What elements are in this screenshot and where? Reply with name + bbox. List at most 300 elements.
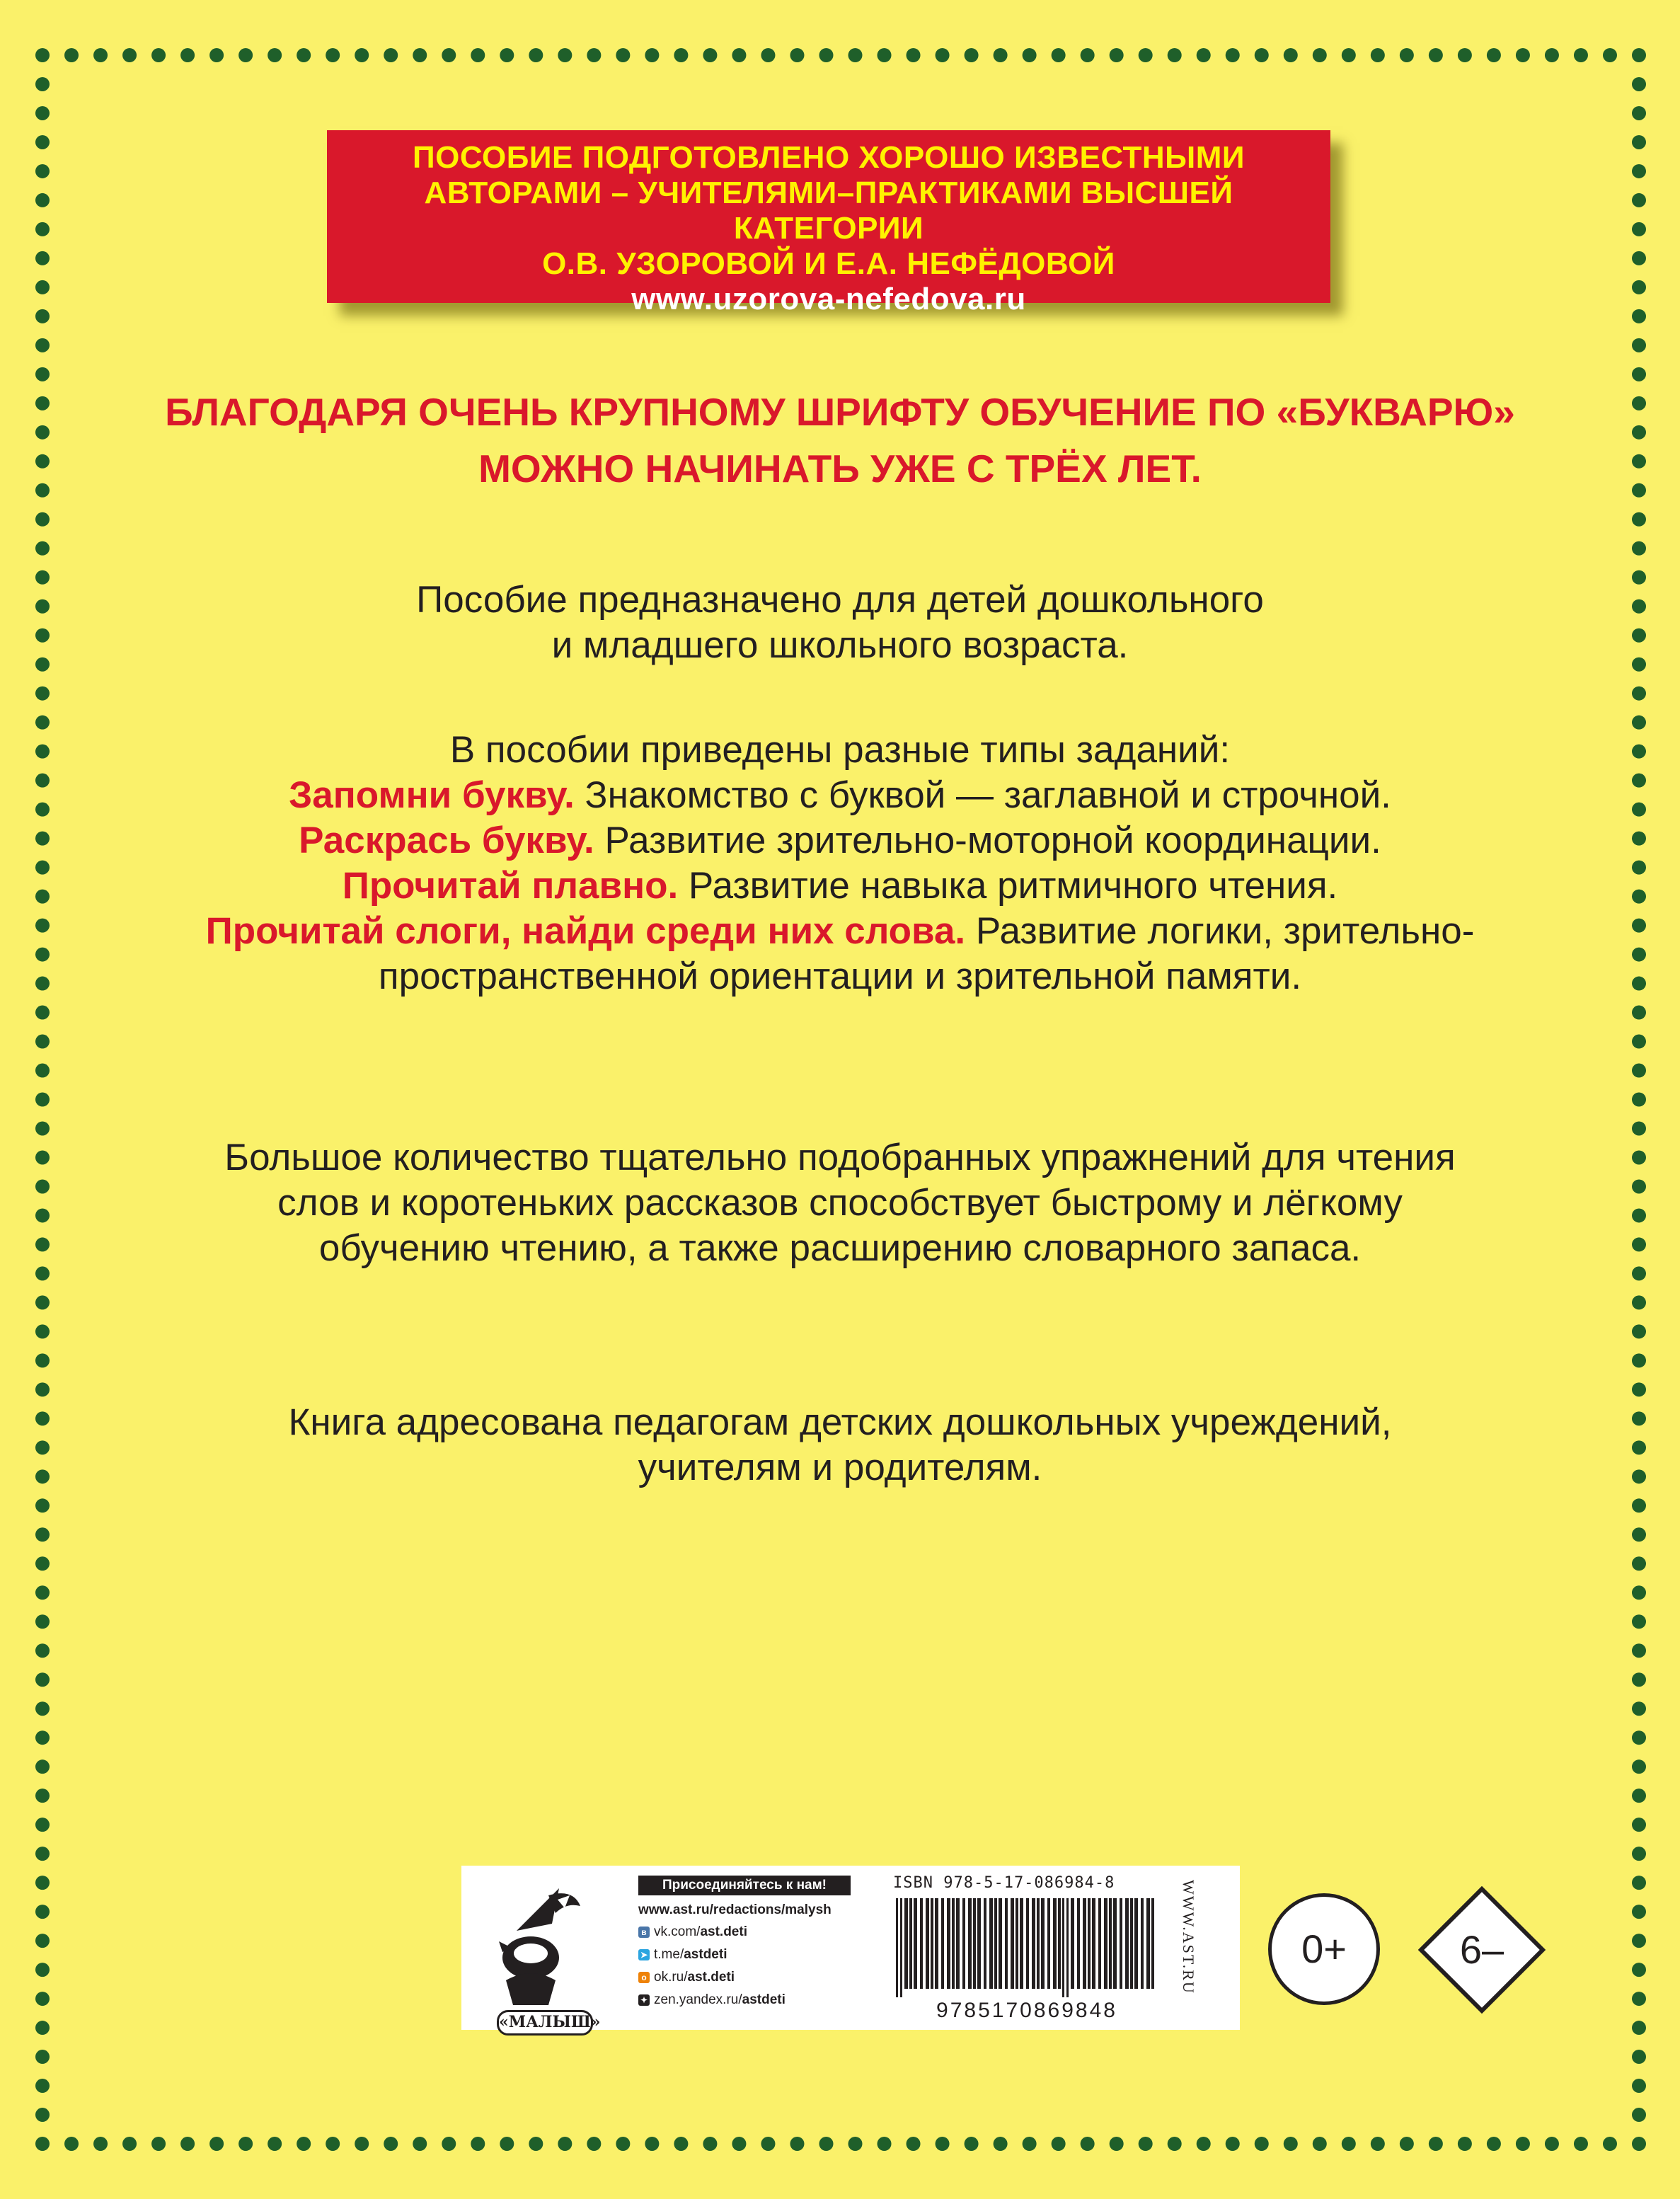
barcode-bar: [1041, 1898, 1045, 1989]
border-dot: [1632, 1934, 1646, 1948]
border-dot: [1516, 2137, 1530, 2151]
border-dot: [616, 48, 630, 62]
border-dot: [413, 2137, 427, 2151]
social-prefix: vk.com/: [654, 1924, 701, 1939]
border-dot: [35, 1469, 50, 1483]
border-dot: [1284, 2137, 1298, 2151]
border-dot: [35, 2108, 50, 2122]
barcode-bar: [935, 1898, 938, 1989]
border-dot: [35, 483, 50, 498]
border-dot: [1632, 193, 1646, 207]
border-dot: [64, 2137, 79, 2151]
barcode-bar: [1071, 1898, 1074, 1989]
border-dot: [1632, 628, 1646, 643]
barcode-bar: [1047, 1898, 1050, 1989]
border-dot: [35, 1295, 50, 1309]
border-dot: [1632, 1818, 1646, 1832]
border-dot: [1632, 1382, 1646, 1396]
border-dot: [35, 2050, 50, 2064]
task-desc: Развитие логики, зрительно-: [965, 910, 1475, 952]
border-dot: [35, 570, 50, 585]
task-desc: Развитие зрительно-моторной координации.: [594, 820, 1381, 861]
border-dot: [1632, 1093, 1646, 1107]
border-dot: [35, 1150, 50, 1164]
border-dot: [1632, 1353, 1646, 1367]
border-dot: [35, 2137, 50, 2151]
border-dot: [1632, 2021, 1646, 2035]
border-dot: [35, 977, 50, 991]
border-dot: [384, 2137, 398, 2151]
border-dot: [1632, 541, 1646, 556]
border-dot: [1139, 2137, 1153, 2151]
border-dot: [35, 1759, 50, 1774]
barcode-bar: [914, 1898, 917, 1989]
border-dot: [1023, 2137, 1037, 2151]
border-dot: [994, 2137, 1008, 2151]
border-dot: [878, 48, 892, 62]
border-dot: [1632, 1963, 1646, 1977]
border-dot: [35, 1585, 50, 1600]
border-dot: [35, 1992, 50, 2006]
border-dot: [35, 1266, 50, 1280]
age-rating-badge: 0+: [1268, 1893, 1380, 2005]
border-dot: [1632, 1469, 1646, 1483]
intro-line-2: и младшего школьного возраста.: [551, 624, 1129, 666]
border-dot: [35, 454, 50, 469]
border-dot: [1632, 687, 1646, 701]
border-dot: [1429, 2137, 1443, 2151]
border-dot: [645, 2137, 659, 2151]
barcode-bar: [941, 1898, 944, 1989]
banner-url: www.uzorova-nefedova.ru: [631, 282, 1026, 316]
border-dot: [1284, 48, 1298, 62]
border-dot: [674, 2137, 688, 2151]
border-dot: [238, 2137, 253, 2151]
barcode-bar: [956, 1898, 960, 1989]
border-dot: [1632, 77, 1646, 91]
social-row-telegram: [638, 1946, 851, 1963]
border-dot: [35, 1934, 50, 1948]
border-dot: [35, 1963, 50, 1977]
border-dot: [35, 1789, 50, 1803]
task-title: Запомни букву.: [289, 774, 575, 816]
border-dot: [1632, 599, 1646, 614]
barcode-bar: [1088, 1898, 1091, 1989]
border-dot: [1632, 512, 1646, 527]
border-dot: [558, 2137, 572, 2151]
border-dot: [1632, 483, 1646, 498]
border-dot: [1632, 1759, 1646, 1774]
border-dot: [1632, 1847, 1646, 1861]
border-dot: [1632, 1672, 1646, 1687]
age-range-badge: [1418, 1886, 1546, 2014]
border-dot: [1255, 48, 1269, 62]
border-dot: [1632, 1064, 1646, 1078]
border-dot: [500, 2137, 514, 2151]
border-dot: [1081, 2137, 1095, 2151]
social-prefix: zen.yandex.ru/: [654, 1992, 742, 2007]
border-dot: [1632, 1411, 1646, 1425]
border-dot: [35, 280, 50, 294]
border-dot: [355, 48, 369, 62]
border-dot: [151, 2137, 166, 2151]
audience-line-1: Книга адресована педагогам детских дошкольных учреждений,: [288, 1401, 1392, 1443]
barcode-bar: [1020, 1898, 1023, 1989]
border-dot: [1371, 2137, 1385, 2151]
border-dot: [1632, 1266, 1646, 1280]
border-dot: [1632, 280, 1646, 294]
telegram-icon: ➤: [638, 1949, 650, 1960]
barcode-bar: [1011, 1898, 1014, 1989]
border-dot: [1168, 2137, 1182, 2151]
border-dot: [35, 1353, 50, 1367]
exercises-paragraph: [85, 1135, 1595, 1271]
border-dot: [848, 2137, 863, 2151]
border-dot: [1632, 106, 1646, 120]
barcode-bar: [909, 1898, 912, 1989]
border-dot: [1632, 774, 1646, 788]
border-dot: [1632, 222, 1646, 236]
border-dot: [326, 2137, 340, 2151]
border-dot: [1632, 135, 1646, 149]
border-dot: [1632, 1324, 1646, 1338]
social-row-vk: [638, 1924, 851, 1941]
barcode-bar: [1104, 1898, 1107, 1989]
border-dot: [35, 1324, 50, 1338]
barcode-bar: [1066, 1898, 1069, 1997]
border-dot: [93, 48, 108, 62]
border-dot: [35, 687, 50, 701]
border-dot: [1081, 48, 1095, 62]
barcode-bar: [1005, 1898, 1008, 1989]
barcode-bar: [1077, 1898, 1080, 1989]
border-dot: [93, 2137, 108, 2151]
border-dot: [1632, 1585, 1646, 1600]
border-dot: [1632, 716, 1646, 730]
border-dot: [35, 1701, 50, 1716]
border-dot: [35, 1905, 50, 1919]
border-dot: [35, 396, 50, 410]
barcode-bar: [1062, 1898, 1064, 1997]
border-dot: [1487, 2137, 1501, 2151]
social-prefix: t.me/: [654, 1947, 684, 1962]
border-dot: [1632, 1440, 1646, 1454]
barcode-bar: [1141, 1898, 1144, 1989]
border-dot: [1632, 570, 1646, 585]
border-dot: [587, 48, 601, 62]
border-dot: [35, 1121, 50, 1135]
border-dot: [35, 745, 50, 759]
barcode-digits: 9785170869848: [936, 1999, 1117, 2022]
border-dot: [1545, 48, 1559, 62]
border-dot: [35, 77, 50, 91]
border-dot: [500, 48, 514, 62]
border-dot: [1632, 454, 1646, 469]
intro-line-1: Пособие предназначено для детей дошкольного: [416, 579, 1264, 621]
exercises-line-2: слов и коротеньких рассказов способствует быстрому и лёгкому: [277, 1182, 1403, 1224]
border-dot: [1458, 48, 1472, 62]
barcode-bar: [1130, 1898, 1133, 1989]
task-item: [85, 909, 1595, 954]
border-dot: [35, 222, 50, 236]
border-dot: [936, 2137, 950, 2151]
border-dot: [35, 425, 50, 440]
border-dot: [35, 861, 50, 875]
border-dot: [732, 2137, 746, 2151]
border-dot: [122, 48, 137, 62]
border-dot: [35, 1818, 50, 1832]
border-dot: [35, 919, 50, 933]
border-dot: [1632, 338, 1646, 352]
border-dot: [529, 2137, 543, 2151]
border-dot: [35, 1064, 50, 1078]
border-dot: [703, 2137, 717, 2151]
border-dot: [1545, 2137, 1559, 2151]
social-handle: astdeti: [684, 1947, 727, 1962]
border-dot: [35, 716, 50, 730]
border-dot: [1632, 658, 1646, 672]
border-dot: [558, 48, 572, 62]
border-dot: [267, 48, 282, 62]
border-dot: [1632, 1295, 1646, 1309]
elf-logo-icon: [474, 1874, 609, 2009]
border-dot: [35, 832, 50, 846]
border-dot: [35, 948, 50, 962]
border-dot: [1632, 1498, 1646, 1512]
border-dot: [1110, 48, 1124, 62]
barcode-bar: [1125, 1898, 1129, 1989]
barcode-bar: [926, 1898, 929, 1989]
exercises-line-3: обучению чтению, а также расширению словарного запаса.: [318, 1227, 1362, 1269]
border-dot: [616, 2137, 630, 2151]
border-dot: [35, 309, 50, 323]
border-dot: [1400, 48, 1414, 62]
border-dot: [1632, 1035, 1646, 1049]
barcode-bar: [984, 1898, 986, 1989]
border-dot: [180, 48, 195, 62]
border-dot: [35, 1382, 50, 1396]
border-dot: [994, 48, 1008, 62]
border-dot: [965, 48, 979, 62]
border-dot: [1574, 48, 1588, 62]
task-desc: Развитие навыка ритмичного чтения.: [678, 865, 1338, 907]
border-dot: [238, 48, 253, 62]
border-dot: [1632, 2137, 1646, 2151]
border-dot: [35, 1614, 50, 1629]
border-dot: [1632, 309, 1646, 323]
task-item: [85, 818, 1595, 863]
social-block: [638, 1876, 851, 2009]
publisher-site: WWW.AST.RU: [1180, 1880, 1197, 1994]
barcode-bar: [994, 1898, 997, 1989]
exercises-line-1: Большое количество тщательно подобранных упражнений для чтения: [224, 1137, 1456, 1178]
border-dot: [209, 2137, 224, 2151]
border-dot: [674, 48, 688, 62]
border-dot: [761, 48, 775, 62]
border-dot: [1632, 1179, 1646, 1193]
border-dot: [35, 338, 50, 352]
barcode: [892, 1898, 1162, 1997]
barcode-bar: [989, 1898, 993, 1989]
barcode-bar: [931, 1898, 933, 1989]
border-dot: [297, 48, 311, 62]
border-dot: [1632, 890, 1646, 904]
border-dot: [703, 48, 717, 62]
barcode-bar: [962, 1898, 965, 1989]
border-dot: [35, 1672, 50, 1687]
barcode-bar: [1134, 1898, 1138, 1989]
border-dot: [1342, 48, 1356, 62]
border-dot: [209, 48, 224, 62]
border-dot: [1400, 2137, 1414, 2151]
border-dot: [1603, 2137, 1617, 2151]
border-dot: [1574, 2137, 1588, 2151]
social-handle: astdeti: [742, 1992, 786, 2007]
border-dot: [35, 251, 50, 265]
border-dot: [1023, 48, 1037, 62]
border-dot: [35, 1527, 50, 1541]
social-handle: ast.deti: [700, 1924, 747, 1939]
barcode-bar: [1151, 1898, 1154, 1989]
border-dot: [1632, 2050, 1646, 2064]
border-dot: [1632, 1527, 1646, 1541]
barcode-bar: [973, 1898, 976, 1989]
border-dot: [35, 1556, 50, 1571]
border-dot: [819, 48, 833, 62]
border-dot: [790, 48, 804, 62]
border-dot: [1632, 2108, 1646, 2122]
border-dot: [1632, 919, 1646, 933]
border-dot: [790, 2137, 804, 2151]
audience-line-2: учителям и родителям.: [638, 1447, 1042, 1488]
border-dot: [35, 628, 50, 643]
border-dot: [35, 658, 50, 672]
border-dot: [645, 48, 659, 62]
barcode-bar: [977, 1898, 981, 1989]
border-dot: [529, 48, 543, 62]
border-dot: [35, 1035, 50, 1049]
border-dot: [35, 1006, 50, 1020]
border-dot: [35, 106, 50, 120]
intro-paragraph: [85, 578, 1595, 668]
border-dot: [848, 48, 863, 62]
border-dot: [442, 48, 456, 62]
border-dot: [35, 803, 50, 817]
tasks-heading: В пособии приведены разные типы заданий:: [449, 729, 1231, 771]
border-dot: [35, 1093, 50, 1107]
social-row-zen: [638, 1992, 851, 2009]
barcode-bar: [1098, 1898, 1101, 1989]
border-dot: [1168, 48, 1182, 62]
age-range-text: 6–: [1459, 1927, 1504, 1972]
border-dot: [1052, 2137, 1066, 2151]
barcode-bar: [1026, 1898, 1029, 1989]
border-dot: [1342, 2137, 1356, 2151]
border-dot: [1632, 1237, 1646, 1251]
barcode-bar: [1092, 1898, 1095, 1989]
border-dot: [1632, 1121, 1646, 1135]
border-dot: [35, 1440, 50, 1454]
barcode-bar: [920, 1898, 923, 1989]
border-dot: [35, 193, 50, 207]
border-dot: [180, 2137, 195, 2151]
border-dot: [1632, 396, 1646, 410]
vk-icon: в: [638, 1927, 650, 1938]
join-label: Присоединяйтесь к нам!: [638, 1876, 851, 1895]
border-dot: [35, 1411, 50, 1425]
border-dot: [1632, 251, 1646, 265]
border-dot: [355, 2137, 369, 2151]
task-continuation: пространственной ориентации и зрительной памяти.: [378, 955, 1302, 997]
barcode-bar: [1053, 1898, 1057, 1989]
odnoklassniki-icon: о: [638, 1972, 650, 1983]
border-dot: [35, 512, 50, 527]
authors-banner: [327, 130, 1330, 316]
border-dot: [35, 774, 50, 788]
border-dot: [35, 1237, 50, 1251]
border-dot: [761, 2137, 775, 2151]
barcode-bar: [904, 1898, 908, 1989]
border-dot: [1632, 1208, 1646, 1222]
tasks-paragraph: [85, 728, 1595, 999]
border-dot: [471, 48, 485, 62]
border-dot: [35, 1208, 50, 1222]
border-dot: [413, 48, 427, 62]
banner-line-2: АВТОРАМИ – УЧИТЕЛЯМИ–ПРАКТИКАМИ ВЫСШЕЙ КАТЕГОРИИ: [424, 176, 1233, 246]
barcode-bar: [900, 1898, 902, 1997]
barcode-bar: [968, 1898, 972, 1989]
border-dot: [1139, 48, 1153, 62]
logo-text: «МАЛЫШ»: [497, 2010, 593, 2036]
headline-line-2: МОЖНО НАЧИНАТЬ УЖЕ С ТРЁХ ЛЕТ.: [478, 447, 1202, 490]
border-dot: [1632, 1876, 1646, 1890]
banner-line-3: О.В. УЗОРОВОЙ И Е.А. НЕФЁДОВОЙ: [542, 246, 1115, 281]
task-title: Прочитай слоги, найди среди них слова.: [205, 910, 966, 952]
border-dot: [64, 48, 79, 62]
barcode-bar: [1058, 1898, 1061, 1989]
border-dot: [267, 2137, 282, 2151]
task-item: [85, 863, 1595, 909]
task-title: Прочитай плавно.: [342, 865, 679, 907]
border-dot: [1632, 1643, 1646, 1658]
border-dot: [35, 2079, 50, 2093]
border-dot: [819, 2137, 833, 2151]
barcode-bar: [1016, 1898, 1018, 1989]
border-dot: [442, 2137, 456, 2151]
border-dot: [1313, 48, 1327, 62]
barcode-bar: [1037, 1898, 1040, 1989]
barcode-bar: [1113, 1898, 1117, 1989]
border-dot: [1632, 2079, 1646, 2093]
barcode-bar: [999, 1898, 1002, 1989]
zen-icon: ✦: [638, 1994, 650, 2006]
barcode-bar: [1032, 1898, 1035, 1989]
isbn-text: ISBN 978-5-17-086984-8: [893, 1874, 1115, 1892]
headline: [85, 384, 1595, 497]
border-dot: [35, 2021, 50, 2035]
border-dot: [297, 2137, 311, 2151]
border-dot: [1226, 2137, 1240, 2151]
border-dot: [1052, 48, 1066, 62]
border-dot: [1632, 948, 1646, 962]
audience-paragraph: [85, 1400, 1595, 1491]
border-dot: [907, 2137, 921, 2151]
border-dot: [1632, 803, 1646, 817]
border-dot: [1255, 2137, 1269, 2151]
border-dot: [35, 1876, 50, 1890]
border-dot: [35, 1498, 50, 1512]
social-prefix: ok.ru/: [654, 1970, 688, 1985]
